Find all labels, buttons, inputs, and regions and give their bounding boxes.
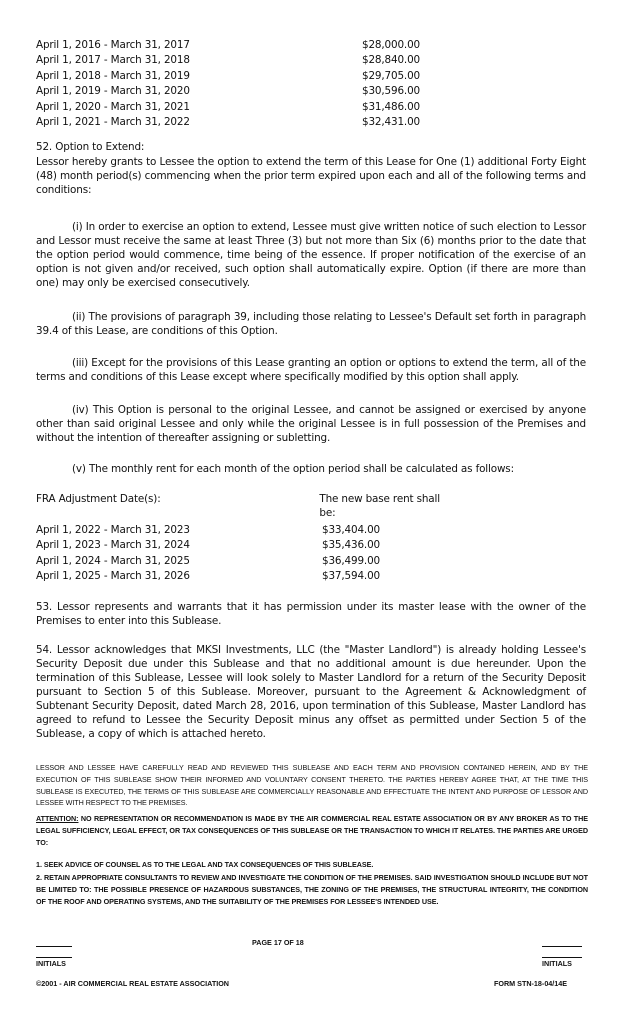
rent-amount: $30,596.00 (362, 85, 420, 98)
rent-row (36, 53, 456, 68)
attention-label: ATTENTION: (36, 814, 79, 823)
rent-period: April 1, 2016 - March 31, 2017 (36, 39, 190, 51)
initials-box-left (36, 957, 72, 958)
rent-row (36, 100, 456, 115)
option-condition-1: (i) In order to exercise an option to extend, Lessee must give written notice of such election to Lessor and Lessor must receive the same at least Three (3) but not more than Six (6) months prior to the date that the option period would commence, time being of the essence. If proper notification of the exercise of an option is not given and/or received, such option shall automatically expire. Option (if there are more than one) may only be exercised consecutively. (36, 221, 586, 289)
rent-amount: $29,705.00 (362, 69, 420, 82)
option-amount: $37,594.00 (322, 570, 380, 583)
option-condition-3: (iii) Except for the provisions of this Lease granting an option or options to extend the term, all of the terms and conditions of this Lease except where specifically modified by this option shall apply. (36, 357, 586, 383)
fra-adjustment-label: FRA Adjustment Date(s): (36, 493, 161, 505)
rent-period: April 1, 2018 - March 31, 2019 (36, 69, 190, 82)
new-base-rent-label: The new base rent shall be: (319, 493, 440, 519)
option-period: April 1, 2023 - March 31, 2024 (36, 539, 190, 552)
rent-period: April 1, 2017 - March 31, 2018 (36, 54, 190, 67)
rent-schedule-table (36, 38, 456, 130)
option-amount: $35,436.00 (322, 539, 380, 552)
rent-row (36, 115, 456, 130)
option-condition-4: (iv) This Option is personal to the original Lessee, and cannot be assigned or exercised by anyone other than said original Lessee and only while the original Lessee is in full possession of the Premises and without the intention of thereafter assigning or subletting. (36, 404, 586, 444)
rent-row (36, 69, 456, 84)
advice-point-1: 1. SEEK ADVICE OF COUNSEL AS TO THE LEGAL AND TAX CONSEQUENCES OF THIS SUBLEASE. (36, 860, 374, 869)
page-number: PAGE 17 OF 18 (252, 938, 304, 947)
option-period: April 1, 2022 - March 31, 2023 (36, 524, 190, 536)
rent-row (36, 38, 456, 53)
attention-notice (36, 813, 588, 848)
rent-amount: $28,840.00 (362, 54, 420, 67)
initials-box-right (542, 957, 582, 958)
rent-period: April 1, 2020 - March 31, 2021 (36, 100, 190, 113)
initials-left-label: INITIALS (36, 959, 66, 968)
option-condition-2: (ii) The provisions of paragraph 39, including those relating to Lessee's Default set forth in paragraph 39.4 of this Lease, are conditions of this Option. (36, 311, 586, 337)
option-period: April 1, 2025 - March 31, 2026 (36, 570, 190, 583)
form-number: FORM STN-18-04/14E (494, 979, 568, 988)
rent-amount: $31,486.00 (362, 100, 420, 113)
rent-period: April 1, 2021 - March 31, 2022 (36, 115, 190, 128)
acknowledgment-text: LESSOR AND LESSEE HAVE CAREFULLY READ AND REVIEWED THIS SUBLEASE AND EACH TERM AND PROVISION CONTAINED HEREIN, AND BY THE EXECUTION OF THIS SUBLEASE SHOW THEIR INFORMED AND VOLUNTARY CONSENT THERETO. THE PARTIES HEREBY AGREE THAT, AT THE TIME THIS SUBLEASE IS EXECUTED, THE TERMS OF THIS SUBLEASE ARE COMMERCIALLY REASONABLE AND EFFECTUATE THE INTENT AND PURPOSE OF LESSOR AND LESSEE WITH RESPECT TO THE PREMISES. (36, 763, 588, 808)
option-period: April 1, 2024 - March 31, 2025 (36, 554, 190, 567)
rent-amount: $28,000.00 (362, 39, 420, 51)
attention-text: NO REPRESENTATION OR RECOMMENDATION IS MADE BY THE AIR COMMERCIAL REAL ESTATE ASSOCIATION OR BY ANY BROKER AS TO THE LEGAL SUFFICIENCY, LEGAL EFFECT, OR TAX CONSEQUENCES OF THIS SUBLEASE OR THE TRANSACTION TO WHICH IT RELATES. THE PARTIES ARE URGED TO: (36, 814, 588, 847)
section-53: 53. Lessor represents and warrants that it has permission under its master lease with the owner of the Premises to enter into this Sublease. (36, 601, 586, 627)
section-54: 54. Lessor acknowledges that MKSI Investments, LLC (the "Master Landlord") is already holding Lessee's Security Deposit due under this Sublease and that no additional amount is due hereunder. Upon the termination of this Sublease, Lessee will look solely to Master Landlord for a return of the Security Deposit pursuant to Section 5 of this Sublease. Moreover, pursuant to the Agreement & Acknowledgment of Subtenant Security Deposit, dated March 28, 2016, upon termination of this Sublease, Master Landlord has agreed to refund to Lessee the Security Deposit minus any offset as permitted under Section 5 of the Sublease, a copy of which is attached hereto. (36, 644, 586, 740)
rent-period: April 1, 2019 - March 31, 2020 (36, 85, 190, 98)
option-rent-row (36, 554, 456, 569)
section-52-heading: 52. Option to Extend: (36, 141, 145, 153)
section-52-intro: Lessor hereby grants to Lessee the option to extend the term of this Lease for One (1) additional Forty Eight (48) month period(s) commencing when the prior term expired upon each and all of the following terms and conditions: (36, 156, 586, 196)
copyright-notice: ©2001 - AIR COMMERCIAL REAL ESTATE ASSOCIATION (36, 979, 229, 988)
initials-line-right (542, 946, 582, 947)
option-rent-row (36, 523, 456, 538)
initials-right-label: INITIALS (542, 959, 572, 968)
option-rent-row (36, 569, 456, 584)
option-condition-5: (v) The monthly rent for each month of the option period shall be calculated as follows: (72, 463, 514, 475)
option-amount: $36,499.00 (322, 554, 380, 567)
advice-point-2: 2. RETAIN APPROPRIATE CONSULTANTS TO REVIEW AND INVESTIGATE THE CONDITION OF THE PREMISES. SAID INVESTIGATION SHOULD INCLUDE BUT NOT BE LIMITED TO: THE POSSIBLE PRESENCE OF HAZARDOUS SUBSTANCES, THE ZONING OF THE PREMISES, THE STRUCTURAL INTEGRITY, THE CONDITION OF THE ROOF AND OPERATING SYSTEMS, AND THE SUITABILITY OF THE PREMISES FOR LESSEE'S INTENDED USE. (36, 873, 588, 906)
option-rent-table (36, 523, 456, 585)
rent-amount: $32,431.00 (362, 115, 420, 128)
option-amount: $33,404.00 (322, 524, 380, 536)
initials-line-left (36, 946, 72, 947)
rent-row (36, 84, 456, 99)
option-rent-row (36, 538, 456, 553)
option-rent-header (36, 492, 456, 520)
